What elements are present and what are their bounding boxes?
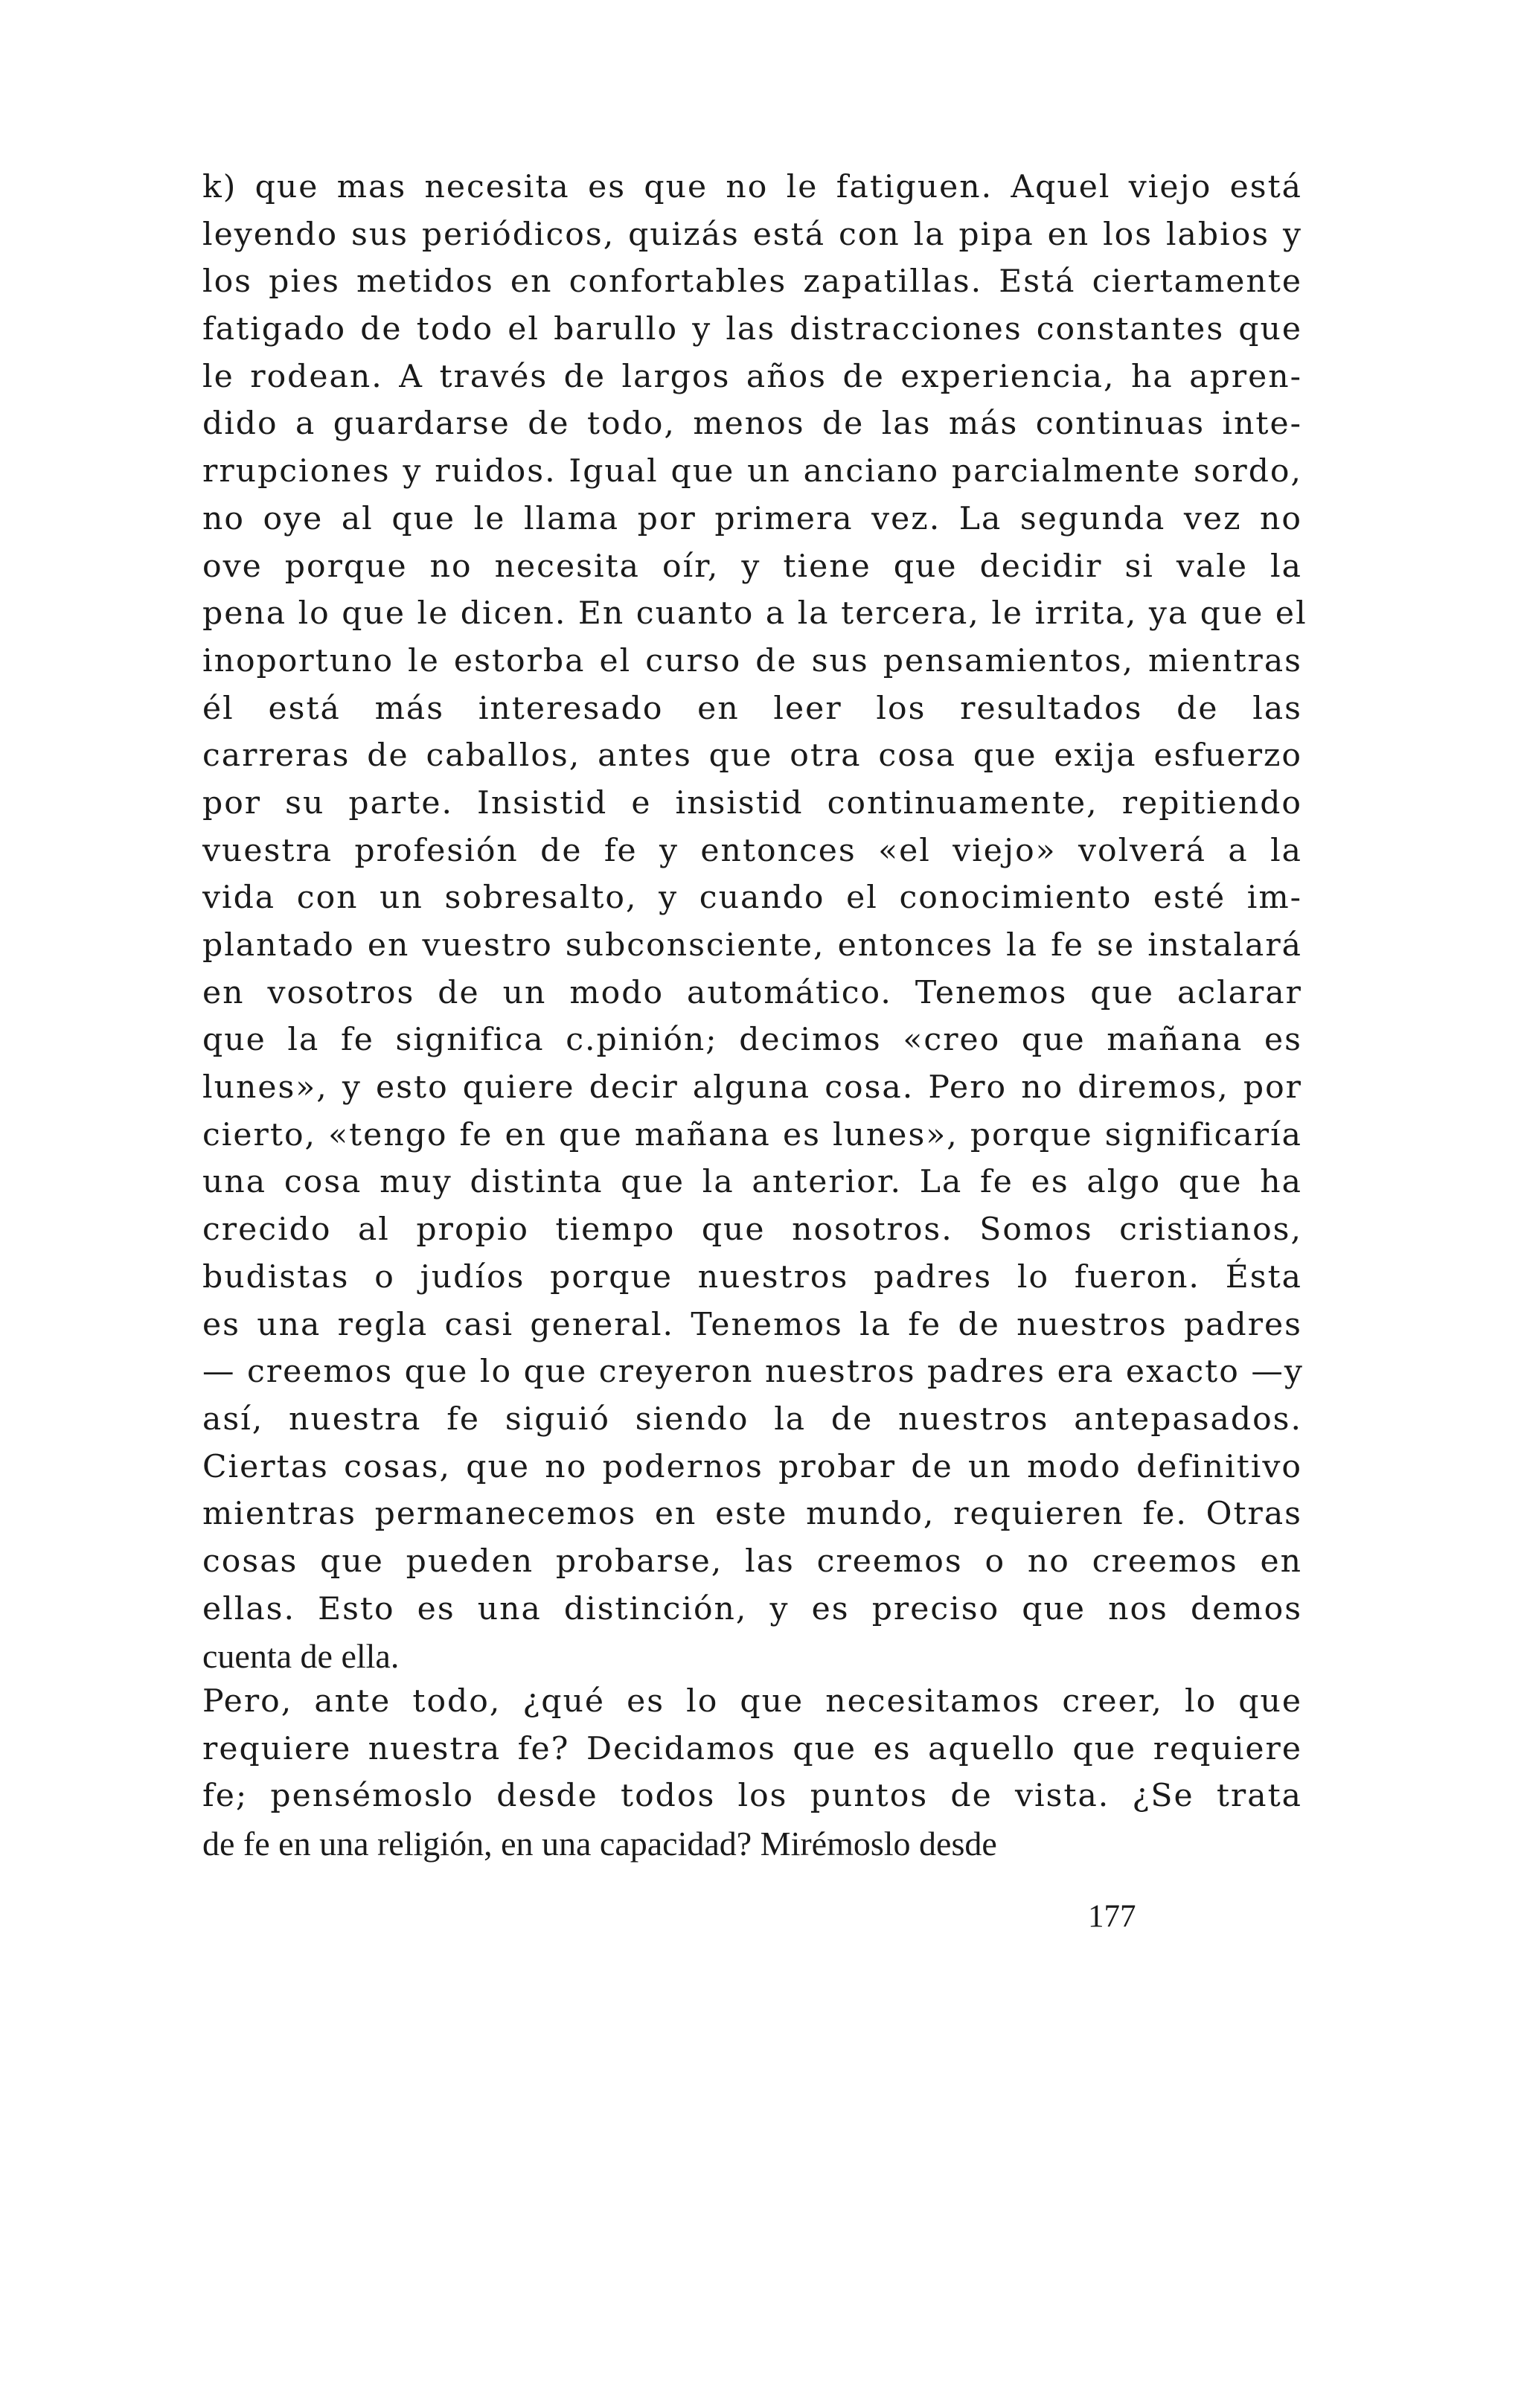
text-line: que la fe significa c.pinión; decimos «creo que mañana es xyxy=(202,1022,1302,1059)
text-line: cuenta de ella. xyxy=(202,1637,400,1676)
text-line: los pies metidos en confortables zapatillas. Está ciertamente xyxy=(202,263,1302,301)
text-line: requiere nuestra fe? Decidamos que es aquello que requiere xyxy=(202,1730,1302,1767)
text-line: dido a guardarse de todo, menos de las más continuas inte- xyxy=(202,406,1302,443)
text-line: inoportuno le estorba el curso de sus pensamientos, mientras xyxy=(202,642,1302,679)
text-line: una cosa muy distinta que la anterior. La fe es algo que ha xyxy=(202,1164,1302,1201)
text-line: de fe en una religión, en una capacidad? Mirémoslo desde xyxy=(202,1825,997,1863)
paragraph-1 xyxy=(202,164,1307,1680)
text-line: rrupciones y ruidos. Igual que un anciano parcialmente sordo, xyxy=(202,453,1302,490)
text-line: Pero, ante todo, ¿qué es lo que necesitamos creer, lo que xyxy=(202,1683,1302,1720)
text-line: en vosotros de un modo automático. Tenemos que aclarar xyxy=(202,974,1302,1011)
text-line: así, nuestra fe siguió siendo la de nuestros antepasados. xyxy=(202,1400,1302,1438)
text-line: cierto, «tengo fe en que mañana es lunes», porque significaría xyxy=(202,1116,1302,1153)
text-line: le rodean. A través de largos años de experiencia, ha apren- xyxy=(202,358,1302,395)
text-line: vida con un sobresalto, y cuando el conocimiento esté im- xyxy=(202,880,1302,917)
text-line: cosas que pueden probarse, las creemos o no creemos en xyxy=(202,1543,1302,1580)
text-line: — creemos que lo que creyeron nuestros padres era exacto —y xyxy=(202,1354,1304,1391)
text-line: carreras de caballos, antes que otra cosa que exija esfuerzo xyxy=(202,737,1302,775)
text-line: vuestra profesión de fe y entonces «el viejo» volverá a la xyxy=(202,832,1302,869)
text-line: no oye al que le llama por primera vez. La segunda vez no xyxy=(202,500,1302,537)
text-line: fatigado de todo el barullo y las distracciones constantes que xyxy=(202,311,1302,348)
text-line: fe; pensémoslo desde todos los puntos de vista. ¿Se trata xyxy=(202,1778,1302,1815)
text-line: mientras permanecemos en este mundo, requieren fe. Otras xyxy=(202,1496,1302,1533)
paragraph-2 xyxy=(202,1678,1302,1868)
text-line: ellas. Esto es una distinción, y es preciso que nos demos xyxy=(202,1590,1302,1627)
text-line: crecido al propio tiempo que nosotros. Somos cristianos, xyxy=(202,1211,1302,1249)
text-line: k) que mas necesita es que no le fatiguen. Aquel viejo está xyxy=(202,169,1302,205)
text-line: por su parte. Insistid e insistid continuamente, repitiendo xyxy=(202,784,1302,822)
text-line: es una regla casi general. Tenemos la fe de nuestros padres xyxy=(202,1306,1302,1343)
text-line: budistas o judíos porque nuestros padres lo fueron. Ésta xyxy=(202,1258,1302,1296)
text-line: Ciertas cosas, que no podernos probar de un modo definitivo xyxy=(202,1448,1302,1485)
text-line: pena lo que le dicen. En cuanto a la tercera, le irrita, ya que el xyxy=(202,595,1307,633)
text-line: lunes», y esto quiere decir alguna cosa. Pero no diremos, por xyxy=(202,1069,1302,1107)
text-line: ove porque no necesita oír, y tiene que decidir si vale la xyxy=(202,548,1302,585)
page-number: 177 xyxy=(1088,1899,1136,1934)
text-line: él está más interesado en leer los resultados de las xyxy=(202,690,1302,727)
text-line: leyendo sus periódicos, quizás está con la pipa en los labios y xyxy=(202,216,1302,253)
text-line: plantado en vuestro subconsciente, entonces la fe se instalará xyxy=(202,927,1302,964)
